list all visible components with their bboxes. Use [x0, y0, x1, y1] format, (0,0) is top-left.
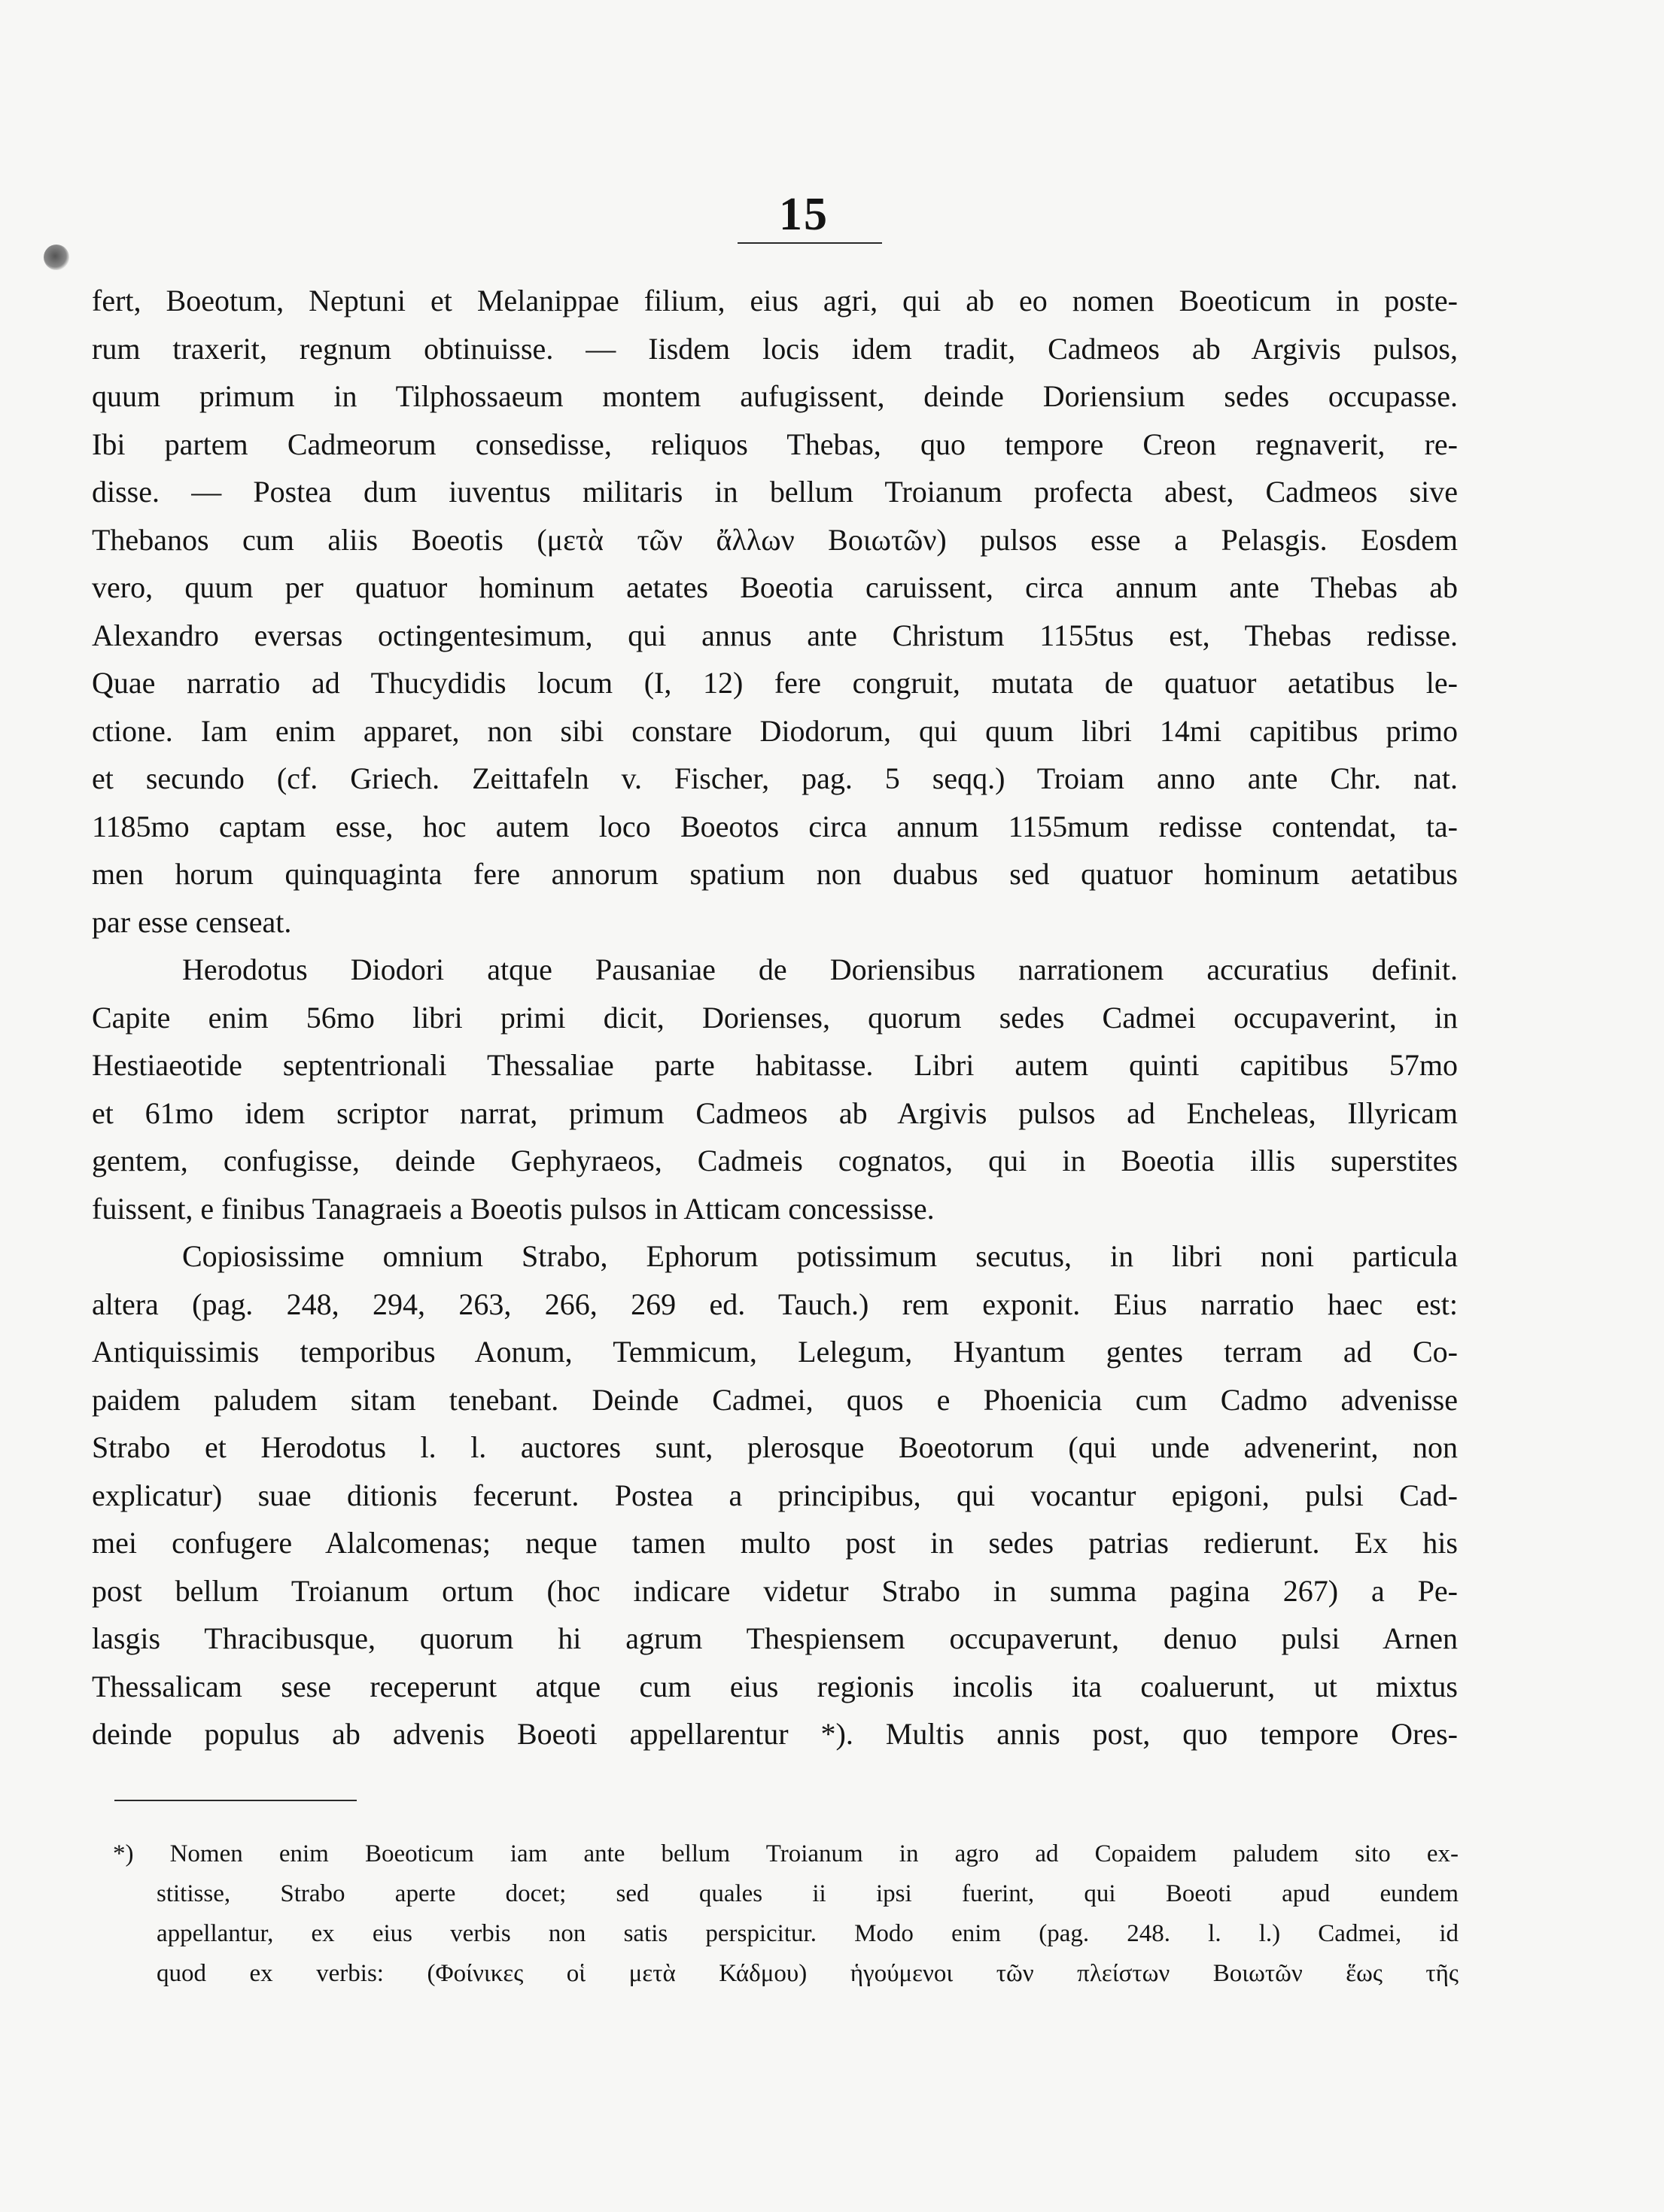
body-line: post bellum Troianum ortum (hoc indicare videtur Strabo in summa pagina 267) a Pe-	[92, 1573, 1458, 1608]
body-line: Copiosissime omnium Strabo, Ephorum potissimum secutus, in libri noni particula	[182, 1239, 1458, 1273]
page-number: 15	[779, 189, 829, 240]
body-line: Hestiaeotide septentrionali Thessaliae parte habitasse. Libri autem quinti capitibus 57mo	[92, 1048, 1458, 1082]
footnote-line: stitisse, Strabo aperte docet; sed quales ii ipsi fuerint, qui Boeoti apud eundem	[157, 1880, 1459, 1907]
footnote-line: appellantur, ex eius verbis non satis perspicitur. Modo enim (pag. 248. l. l.) Cadmei, id	[157, 1920, 1459, 1947]
body-line: ctione. Iam enim apparet, non sibi constare Diodorum, qui quum libri 14mi capitibus primo	[92, 713, 1458, 748]
body-line: Quae narratio ad Thucydidis locum (I, 12) fere congruit, mutata de quatuor aetatibus le-	[92, 666, 1458, 700]
body-line: vero, quum per quatuor hominum aetates Boeotia caruissent, circa annum ante Thebas ab	[92, 570, 1458, 604]
body-line: et secundo (cf. Griech. Zeittafeln v. Fischer, pag. 5 seqq.) Troiam anno ante Chr. nat.	[92, 761, 1458, 795]
body-line: Antiquissimis temporibus Aonum, Temmicum, Lelegum, Hyantum gentes terram ad Co-	[92, 1335, 1458, 1369]
footnote-line: quod ex verbis: (Φοίνικες οἱ μετὰ Κάδμου) ἡγούμενοι τῶν πλείστων Βοιωτῶν ἕως τῆς	[157, 1960, 1459, 1987]
body-line: gentem, confugisse, deinde Gephyraeos, Cadmeis cognatos, qui in Boeotia illis superstites	[92, 1144, 1458, 1177]
body-line: et 61mo idem scriptor narrat, primum Cadmeos ab Argivis pulsos ad Encheleas, Illyricam	[92, 1095, 1458, 1130]
body-line: deinde populus ab advenis Boeoti appellarentur *). Multis annis post, quo tempore Ores-	[92, 1717, 1458, 1751]
page-number-rule	[738, 242, 882, 244]
body-line: fert, Boeotum, Neptuni et Melanippae filium, eius agri, qui ab eo nomen Boeoticum in poste-	[92, 284, 1458, 318]
body-line: Alexandro eversas octingentesimum, qui annus ante Christum 1155tus est, Thebas redisse.	[92, 618, 1458, 652]
body-line: paidem paludem sitam tenebant. Deinde Cadmei, quos e Phoenicia cum Cadmo advenisse	[92, 1382, 1458, 1417]
body-line: quum primum in Tilphossaeum montem aufugissent, deinde Doriensium sedes occupasse.	[92, 379, 1458, 413]
footnote	[113, 1834, 1459, 1994]
footnote-line: *) Nomen enim Boeoticum iam ante bellum Troianum in agro ad Copaidem paludem sito ex-	[113, 1840, 1459, 1867]
body-line: Capite enim 56mo libri primi dicit, Dorienses, quorum sedes Cadmei occupaverint, in	[92, 1000, 1458, 1035]
body-line: Thebanos cum aliis Boeotis (μετὰ τῶν ἄλλων Βοιωτῶν) pulsos esse a Pelasgis. Eosdem	[92, 522, 1458, 557]
body-line: Strabo et Herodotus l. l. auctores sunt, plerosque Boeotorum (qui unde advenerint, non	[92, 1430, 1458, 1464]
body-line: mei confugere Alalcomenas; neque tamen multo post in sedes patrias redierunt. Ex his	[92, 1526, 1458, 1560]
body-line: Herodotus Diodori atque Pausaniae de Doriensibus narrationem accuratius definit.	[182, 953, 1458, 986]
body-line: par esse censeat.	[92, 904, 292, 939]
body-line: rum traxerit, regnum obtinuisse. — Iisdem locis idem tradit, Cadmeos ab Argivis pulsos,	[92, 331, 1458, 366]
body-line: Ibi partem Cadmeorum consedisse, reliquos Thebas, quo tempore Creon regnaverit, re-	[92, 427, 1458, 461]
body-text	[92, 277, 1458, 1758]
ink-smudge	[44, 245, 69, 270]
body-line: explicatur) suae ditionis fecerunt. Postea a principibus, qui vocantur epigoni, pulsi Cad-	[92, 1478, 1458, 1512]
body-line: fuissent, e finibus Tanagraeis a Boeotis pulsos in Atticam concessisse.	[92, 1191, 935, 1226]
body-line: men horum quinquaginta fere annorum spatium non duabus sed quatuor hominum aetatibus	[92, 857, 1458, 891]
body-line: Thessalicam sese receperunt atque cum eius regionis incolis ita coaluerunt, ut mixtus	[92, 1669, 1458, 1703]
body-line: 1185mo captam esse, hoc autem loco Boeotos circa annum 1155mum redisse contendat, ta-	[92, 809, 1458, 843]
body-line: altera (pag. 248, 294, 263, 266, 269 ed. Tauch.) rem exponit. Eius narratio haec est:	[92, 1287, 1458, 1321]
body-line: lasgis Thracibusque, quorum hi agrum Thespiensem occupaverunt, denuo pulsi Arnen	[92, 1621, 1458, 1655]
footnote-separator	[114, 1800, 357, 1801]
body-line: disse. — Postea dum iuventus militaris in bellum Troianum profecta abest, Cadmeos sive	[92, 475, 1458, 509]
